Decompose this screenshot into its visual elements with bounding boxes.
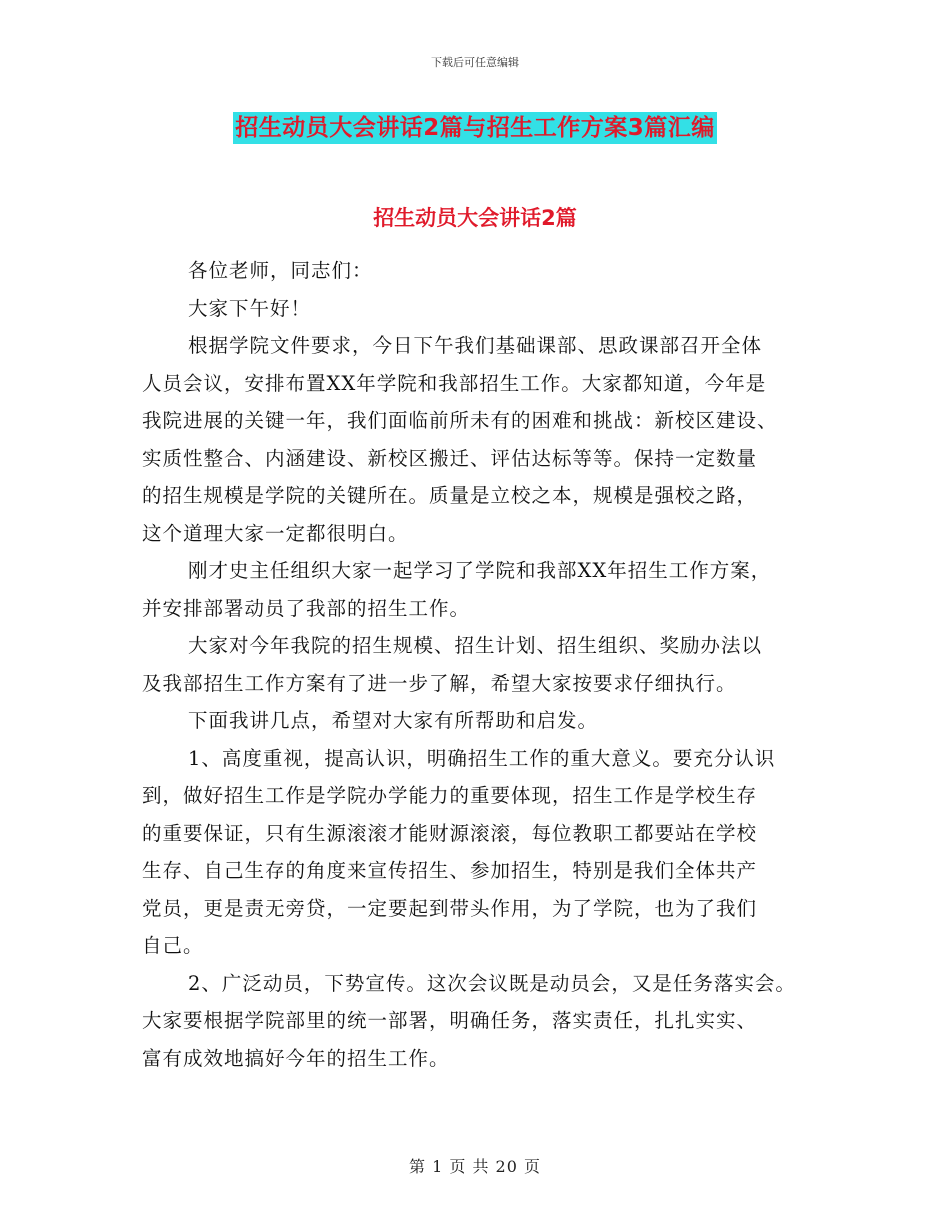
paragraph-line: 这个道理大家一定都很明白。 bbox=[142, 521, 409, 545]
main-title-container bbox=[0, 112, 950, 144]
paragraph-line: 富有成效地搞好今年的招生工作。 bbox=[142, 1046, 450, 1070]
paragraph-line: 的重要保证，只有生源滚滚才能财源滚滚，每位教职工都要站在学校 bbox=[142, 821, 758, 845]
paragraph-line: 根据学院文件要求，今日下午我们基础课部、思政课部召开全体 bbox=[188, 334, 763, 357]
paragraph-line: 自己。 bbox=[142, 934, 204, 957]
header-note: 下载后可任意编辑 bbox=[431, 56, 519, 69]
paragraph-line: 生存、自己生存的角度来宣传招生、参加招生，特别是我们全体共产 bbox=[142, 859, 758, 882]
paragraph-line: 的招生规模是学院的关键所在。质量是立校之本，规模是强校之路， bbox=[142, 484, 758, 507]
paragraph-line: 下面我讲几点，希望对大家有所帮助和启发。 bbox=[188, 709, 599, 732]
paragraph-line: 1、高度重视，提高认识，明确招生工作的重大意义。要充分认识 bbox=[188, 746, 776, 770]
paragraph-line: 并安排部署动员了我部的招生工作。 bbox=[142, 596, 471, 620]
section-title: 招生动员大会讲话2篇 bbox=[373, 206, 577, 230]
paragraph-line: 我院进展的关键一年，我们面临前所未有的困难和挑战：新校区建设、 bbox=[142, 409, 778, 432]
paragraph-line: 大家要根据学院部里的统一部署，明确任务，落实责任，扎扎实实、 bbox=[142, 1009, 758, 1032]
paragraph-line: 刚才史主任组织大家一起学习了学院和我部XX年招生工作方案， bbox=[188, 559, 772, 582]
paragraph-line: 党员，更是责无旁贷，一定要起到带头作用，为了学院，也为了我们 bbox=[142, 896, 758, 920]
paragraph-line: 及我部招生工作方案有了进一步了解，希望大家按要求仔细执行。 bbox=[142, 671, 737, 695]
paragraph-line: 人员会议，安排布置XX年学院和我部招生工作。大家都知道，今年是 bbox=[142, 371, 767, 395]
paragraph-line: 到，做好招生工作是学院办学能力的重要体现，招生工作是学校生存 bbox=[142, 784, 758, 807]
paragraph-line: 2、广泛动员，下势宣传。这次会议既是动员会，又是任务落实会。 bbox=[188, 971, 796, 995]
paragraph-line: 大家下午好！ bbox=[188, 296, 312, 320]
page-footer: 第 1 页 共 20 页 bbox=[409, 1157, 541, 1176]
paragraph-line: 实质性整合、内涵建设、新校区搬迁、评估达标等等。保持一定数量 bbox=[142, 446, 758, 470]
paragraph-line: 大家对今年我院的招生规模、招生计划、招生组织、奖励办法以 bbox=[188, 634, 763, 657]
paragraph-line: 各位老师，同志们： bbox=[188, 259, 373, 282]
main-title: 招生动员大会讲话2篇与招生工作方案3篇汇编 bbox=[233, 112, 717, 144]
document-body bbox=[142, 252, 832, 1077]
